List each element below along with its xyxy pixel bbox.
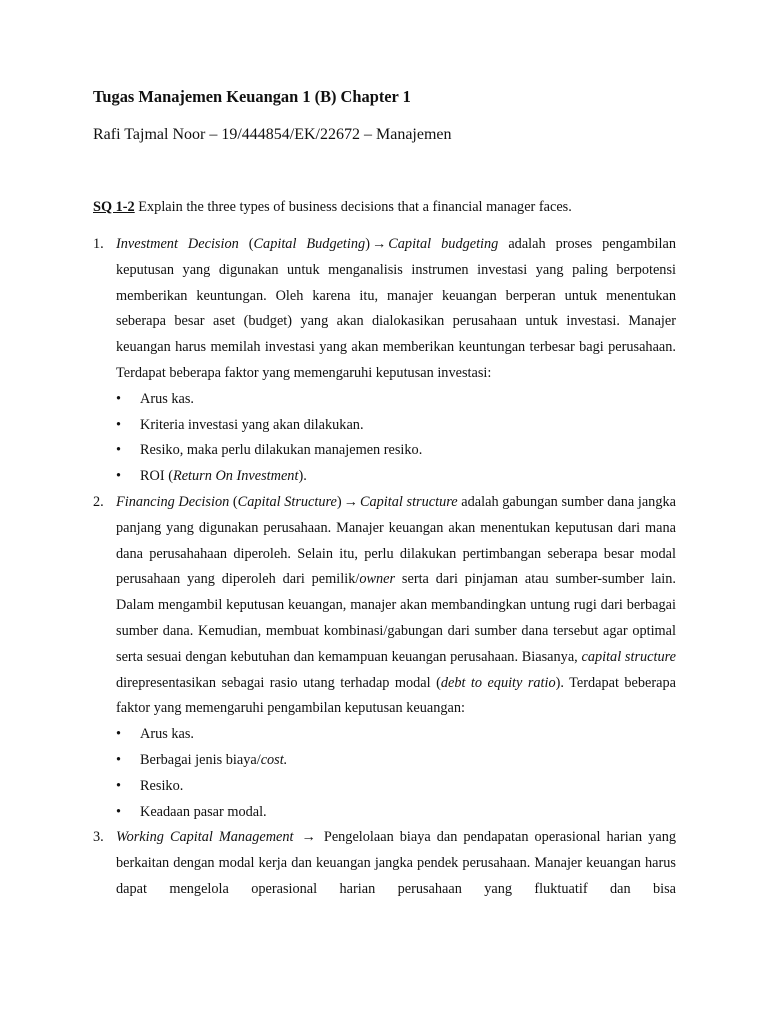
item-paragraph [116, 825, 676, 902]
question-text: Explain the three types of business decisions that a financial manager faces. [134, 199, 572, 215]
item-number: 1. [93, 236, 104, 252]
list-item-investment [93, 232, 676, 490]
term-alt: Capital Budgeting [253, 236, 366, 252]
list-item-working-capital [93, 825, 676, 902]
arrow-right-icon: → [371, 236, 387, 252]
keyword: Capital structure [359, 493, 458, 510]
bullet-icon: • [116, 390, 122, 407]
item-paragraph: Financing Decision (Capital Structure) → Capital structure adalah gabungan sumber dana jangka panjang yang digunakan perusahaan. Manajer keuangan akan menentukan keputusan dari mana dana perusahahaan diperoleh. Selain itu, perlu dilakukan pertimbangan seberapa besar modal perusahaan yang diperoleh dari pemilik/owner serta dari pinjaman atau sumber-sumber lain. Dalam mengambil keputusan keuangan, manajer akan membandingkan untung rugi dari berbagai sumber dana. Kemudian, membuat kombinasi/gabungan dari sumber dana tersebut agar optimal serta sesuai dengan kebutuhan dan kemampuan keuangan perusahaan. Biasanya, capital structure direpresentasikan sebagai rasio utang terhadap modal (debt to equity ratio). Terdapat beberapa faktor yang memengaruhi pengambilan keputusan keuangan: [116, 493, 676, 717]
document-title: Tugas Manajemen Keuangan 1 (B) Chapter 1 [93, 87, 411, 106]
item-paragraph: Investment Decision (Capital Budgeting) → Capital budgeting adalah proses pengambilan keputusan yang digunakan untuk menganalisis instrumen investasi yang paling berpotensi memberikan keuntungan. Oleh karena itu, manajer keuangan berperan untuk menentukan seberapa besar aset (budget) yang akan dialokasikan perusahaan untuk investasi. Manajer keuangan harus memilah investasi yang akan memberikan keuntungan terbesar bagi perusahaan. Terdapat beberapa faktor yang memengaruhi keputusan investasi: [116, 236, 676, 381]
list-item: • Keadaan pasar modal. [116, 800, 676, 826]
term: Working Capital Management [116, 829, 294, 846]
list-item: • Arus kas. [116, 722, 676, 748]
list-item: • Kriteria investasi yang akan dilakukan. [116, 413, 676, 439]
keyword: Capital budgeting [388, 236, 499, 252]
list-item: • ROI (Return On Investment). [116, 464, 676, 490]
item-number: 2. [93, 493, 104, 510]
question-line [93, 199, 693, 216]
term-alt: Capital Structure [237, 493, 337, 510]
bullet-icon: • [116, 416, 122, 433]
term: Financing Decision [116, 493, 230, 510]
list-item: • Resiko, maka perlu dilakukan manajemen resiko. [116, 438, 676, 464]
factor-list [116, 722, 676, 825]
question-label: SQ 1-2 [93, 199, 135, 215]
list-item: • Arus kas. [116, 387, 676, 413]
list-item: • Resiko. [116, 774, 676, 800]
bullet-icon: • [116, 468, 122, 485]
bullet-icon: • [116, 803, 122, 820]
body-text: adalah proses pengambilan keputusan yang digunakan untuk menganalisis instrumen investasi yang paling berpotensi memberikan keuntungan. Oleh karena itu, manajer keuangan berperan untuk menentukan seberapa besar aset (budget) yang akan dialokasikan perusahaan untuk investasi. Manajer keuangan harus memilah investasi yang akan memberikan keuntungan terbesar bagi perusahaan. Terdapat beberapa faktor yang memengaruhi keputusan investasi: [116, 236, 676, 381]
body-text: Pengelolaan biaya dan pendapatan operasional harian yang berkaitan dengan modal kerja dan keuangan jangka pendek perusahaan. Manajer keuangan harus dapat mengelola operasional harian perusahaan yang fluktuatif dan bisa [116, 829, 676, 897]
bullet-icon: • [116, 777, 122, 794]
list-item: • Berbagai jenis biaya/cost. [116, 748, 676, 774]
bullet-icon: • [116, 751, 122, 768]
bullet-icon: • [116, 726, 122, 743]
bullet-icon: • [116, 442, 122, 459]
arrow-right-icon: → [301, 829, 316, 846]
author-line: Rafi Tajmal Noor – 19/444854/EK/22672 – Manajemen [93, 126, 452, 143]
term: Investment Decision [116, 236, 239, 252]
list-item-financing [93, 490, 676, 825]
factor-list [116, 387, 676, 490]
arrow-right-icon: → [343, 493, 358, 510]
item-number: 3. [93, 829, 104, 846]
decision-list [93, 232, 676, 903]
